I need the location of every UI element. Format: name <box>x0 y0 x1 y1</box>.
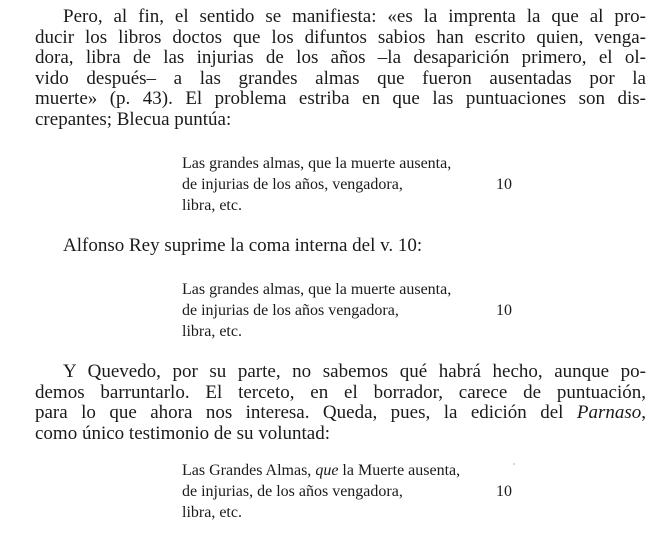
verse-line-text: de injurias, de los años vengadora, <box>182 483 403 500</box>
paragraph-line: Alfonso Rey suprime la coma interna del v. 10: <box>63 235 423 256</box>
verse-line <box>182 481 522 502</box>
italic-title: Parnaso <box>576 402 642 424</box>
paragraph-line: crepantes; Blecua puntúa: <box>35 108 232 130</box>
verse-line-text: libra, etc. <box>182 504 242 521</box>
verse-line-text: de injurias de los años, vengadora, <box>182 176 403 193</box>
paragraph-1 <box>35 7 646 131</box>
verse-line <box>182 153 522 174</box>
verse-line <box>182 321 522 342</box>
verse-line-text: Las Grandes Almas, <box>182 462 316 479</box>
verse-quotation-2 <box>182 279 522 342</box>
verse-line-text: libra, etc. <box>182 197 242 214</box>
verse-line <box>182 502 522 523</box>
paragraph-line: demos barruntarlo. El terceto, en el borrador, carece de puntuación, <box>35 381 646 403</box>
verse-number: 10 <box>496 302 512 319</box>
paragraph-2 <box>35 236 646 257</box>
verse-line <box>182 279 522 300</box>
paragraph-line: dora, libra de las injurias de los años –la desaparición primero, el ol- <box>35 47 646 69</box>
verse-line-text: Las grandes almas, que la muerte ausenta, <box>182 155 452 172</box>
verse-line <box>182 460 522 481</box>
scan-speck <box>513 463 515 465</box>
verse-quotation-1 <box>182 153 522 216</box>
paragraph-line: como único testimonio de su voluntad: <box>35 422 330 444</box>
paragraph-text: , <box>641 402 646 424</box>
italic-word: que <box>315 462 339 479</box>
verse-number: 10 <box>496 483 512 500</box>
verse-line <box>182 300 522 321</box>
paragraph-line: muerte» (p. 43). El problema estriba en que las puntuaciones son dis- <box>35 88 646 110</box>
verse-line <box>182 195 522 216</box>
paragraph-text: para lo que ahora nos interesa. Queda, pues, la edición del <box>35 402 577 424</box>
verse-line-text: Las grandes almas, que la muerte ausenta, <box>182 281 452 298</box>
paragraph-line <box>35 403 646 424</box>
verse-number: 10 <box>496 176 512 193</box>
paragraph-line: Y Quevedo, por su parte, no sabemos qué habrá hecho, aunque po- <box>63 361 646 382</box>
verse-line-text: libra, etc. <box>182 323 242 340</box>
verse-line-text: de injurias de los años vengadora, <box>182 302 399 319</box>
paragraph-3 <box>35 362 646 444</box>
paragraph-line: vido después– a las grandes almas que fueron ausentadas por la <box>35 67 646 89</box>
paragraph-line: Pero, al fin, el sentido se manifiesta: «es la imprenta la que al pro- <box>63 6 646 27</box>
paragraph-line: ducir los libros doctos que los difuntos sabios han escrito quien, venga- <box>35 26 646 48</box>
verse-line <box>182 174 522 195</box>
verse-line-text: la Muerte ausenta, <box>338 462 461 479</box>
verse-quotation-3 <box>182 460 522 523</box>
